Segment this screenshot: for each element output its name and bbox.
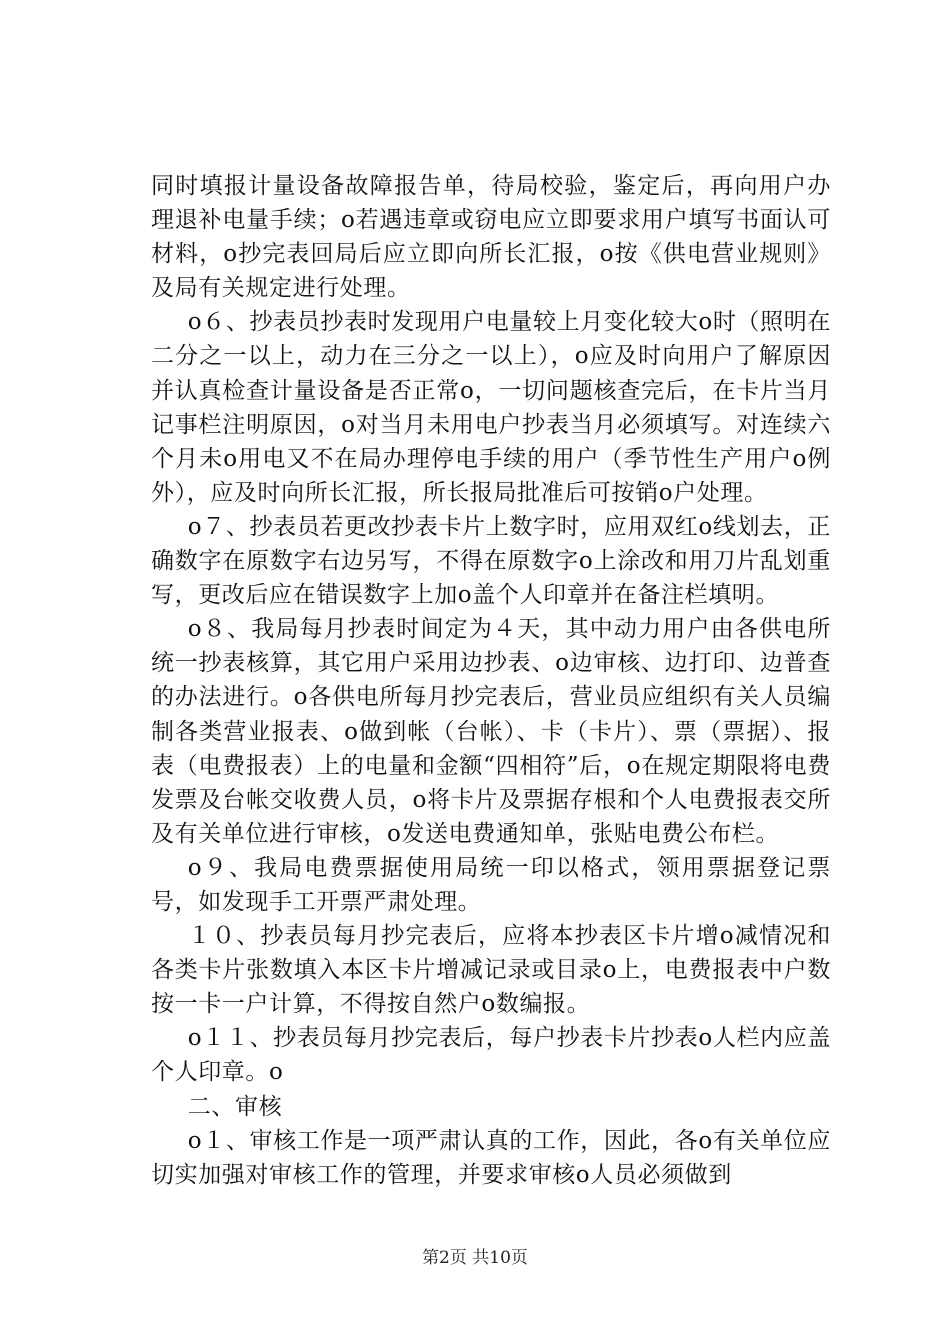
document-body (151, 169, 831, 1192)
paragraph-item-7: o７、抄表员若更改抄表卡片上数字时，应用双红o线划去，正确数字在原数字右边另写，不得在原数字o上涂改和用刀片乱划重写，更改后应在错误数字上加o盖个人印章并在备注栏填明。 (151, 513, 831, 609)
paragraph-continuation: 同时填报计量设备故障报告单，待局校验，鉴定后，再向用户办理退补电量手续；o若遇违章或窃电应立即要求用户填写书面认可材料，o抄完表回局后应立即向所长汇报，o按《供电营业规则》及局有关规定进行处理。 (151, 173, 831, 302)
paragraph-item-6: o６、抄表员抄表时发现用户电量较上月变化较大o时（照明在二分之一以上，动力在三分之一以上），o应及时向用户了解原因并认真检查计量设备是否正常o，一切问题核查完后，在卡片当月记事栏注明原因，o对当月未用电户抄表当月必须填写。对连续六个月未o用电又不在局办理停电手续的用户（季节性生产用户o例外），应及时向所长汇报，所长报局批准后可按销o户处理。 (151, 309, 831, 506)
paragraph-item-8: o８、我局每月抄表时间定为４天，其中动力用户由各供电所统一抄表核算，其它用户采用边抄表、o边审核、边打印、边普查的办法进行。o各供电所每月抄完表后，营业员应组织有关人员编制各类营业报表、o做到帐（台帐）、卡（卡片）、票（票据）、报表（电费报表）上的电量和金额“四相符”后，o在规定期限将电费发票及台帐交收费人员，o将卡片及票据存根和个人电费报表交所及有关单位进行审核，o发送电费通知单，张贴电费公布栏。 (151, 616, 832, 847)
paragraph-item-11: o１１、抄表员每月抄完表后，每户抄表卡片抄表o人栏内应盖个人印章。o (151, 1025, 831, 1086)
paragraph-item-10: １０、抄表员每月抄完表后，应将本抄表区卡片增o减情况和各类卡片张数填入本区卡片增减记录或目录o上，电费报表中户数按一卡一户计算，不得按自然户o数编报。 (151, 923, 831, 1018)
section-heading-review: 二、审核 (187, 1093, 283, 1120)
paragraph-item-9: o９、我局电费票据使用局统一印以格式，领用票据登记票号，如发现手工开票严肃处理。 (151, 854, 831, 915)
page-number-footer: 第2页 共10页 (422, 1248, 528, 1268)
paragraph-review-item-1: o１、审核工作是一项严肃认真的工作，因此，各o有关单位应切实加强对审核工作的管理，并要求审核o人员必须做到 (151, 1127, 831, 1188)
